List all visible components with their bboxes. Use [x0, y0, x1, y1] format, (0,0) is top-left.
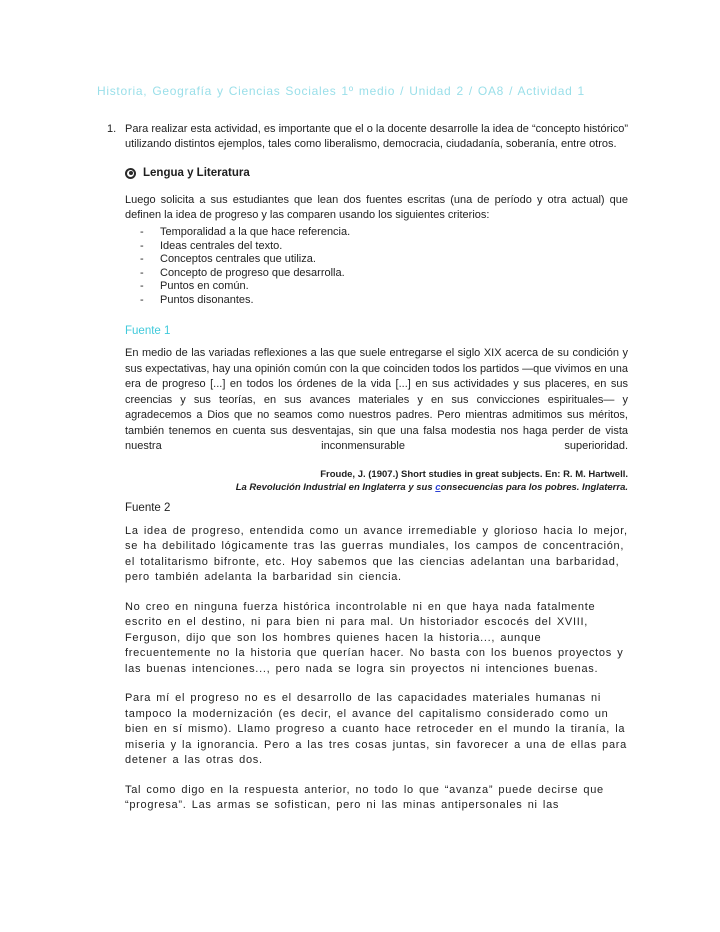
activity-item-1 [107, 122, 628, 152]
criterion-item: - Ideas centrales del texto. [125, 240, 628, 254]
breadcrumb-header: Historia, Geografía y Ciencias Sociales 1º medio / Unidad 2 / OA8 / Actividad 1 [97, 84, 585, 98]
activity-number: 1. [107, 123, 117, 135]
source-2-paragraph: No creo en ninguna fuerza histórica incontrolable ni en que haya nada fatalmente escrito en el destino, ni para bien ni para mal. Un historiador escocés del XVIII, Ferguson, dijo que son los hombres quienes hacen la historia..., aunque frecuentemente no la historia que querían hacer. No basta con los buenos proyectos y las buenas intenciones..., pero nada se logra sin proyectos ni intenciones buenas. [125, 600, 624, 675]
criterion-item: - Concepto de progreso que desarrolla. [125, 267, 628, 281]
citation [97, 468, 628, 494]
instructions-text: Luego solicita a sus estudiantes que lean dos fuentes escritas (una de período y otra actual) que definen la idea de progreso y las comparen usando los siguientes criterios: [125, 194, 628, 221]
source-2-paragraph: Tal como digo en la respuesta anterior, no todo lo que “avanza” puede decirse que “progresa”. Las armas se sofistican, pero ni las minas antipersonales ni las [125, 783, 604, 811]
source-1-quote-text: En medio de las variadas reflexiones a las que suele entregarse el siglo XIX acerca de su condición y sus expectativas, hay una opinión común con la que coinciden todos los partidos —que vivimos en una era de progreso [...] en todos los órdenes de la vida [...] en sus actividades y sus placeres, en sus creencias y sus teorías, en sus avances materiales y en sus convicciones espirituales— y agradecemos a Dios que no seamos como nuestros padres. Pero mientras admitimos sus méritos, también tenemos en cuenta sus desventajas, sin que una falsa modestia nos haga perder de vista nuestra inconmensurable superioridad. [125, 347, 628, 452]
criterion-item: - Temporalidad a la que hace referencia. [125, 226, 628, 240]
citation-work-pre: La Revolución Industrial en Inglaterra y sus [235, 481, 436, 493]
source-2-label: Fuente 2 [125, 501, 171, 514]
citation-marked-char: c [435, 481, 441, 493]
source-2-quote-text [97, 524, 628, 814]
subject-link-heading [125, 167, 628, 179]
activity-intro-text: Para realizar esta actividad, es importante que el o la docente desarrolle la idea de “concepto histórico” utilizando distintos ejemplos, tales como liberalismo, democracia, ciudadanía, soberanía, entre otros. [125, 123, 628, 150]
citation-author-line: Froude, J. (1907.) Short studies in great subjects. En: R. M. Hartwell. [320, 468, 628, 480]
bullseye-circle-icon [125, 168, 136, 179]
source-2-paragraph: Para mí el progreso no es el desarrollo de las capacidades materiales humanas ni tampoco la modernización (es decir, el avance del capitalismo considerado como un bien en sí mismo). Llamo progreso a cuanto hace retroceder en el mundo la tiranía, la miseria y la ignorancia. Pero a las tres cosas juntas, sin favorecer a una de ellas para detener a las otras dos. [125, 692, 627, 766]
citation-work-post: onsecuencias para los pobres. Inglaterra. [440, 481, 628, 493]
criterion-item: - Puntos en común. [125, 280, 628, 294]
source-1-label: Fuente 1 [125, 325, 171, 337]
citation-work-line [97, 481, 628, 494]
criterion-item: - Puntos disonantes. [125, 294, 628, 308]
criterion-item: - Conceptos centrales que utiliza. [125, 253, 628, 267]
criteria-list [125, 226, 628, 307]
subject-link-label: Lengua y Literatura [143, 167, 250, 179]
source-2-paragraph: La idea de progreso, entendida como un avance irremediable y glorioso hacia lo mejor, se ha debilitado lógicamente tras las guerras mundiales, los campos de concentración, el totalitarismo bifronte, etc. Hoy sabemos que las ciencias adelantan una barbaridad, pero también adelanta la barbaridad sin ciencia. [125, 524, 628, 583]
